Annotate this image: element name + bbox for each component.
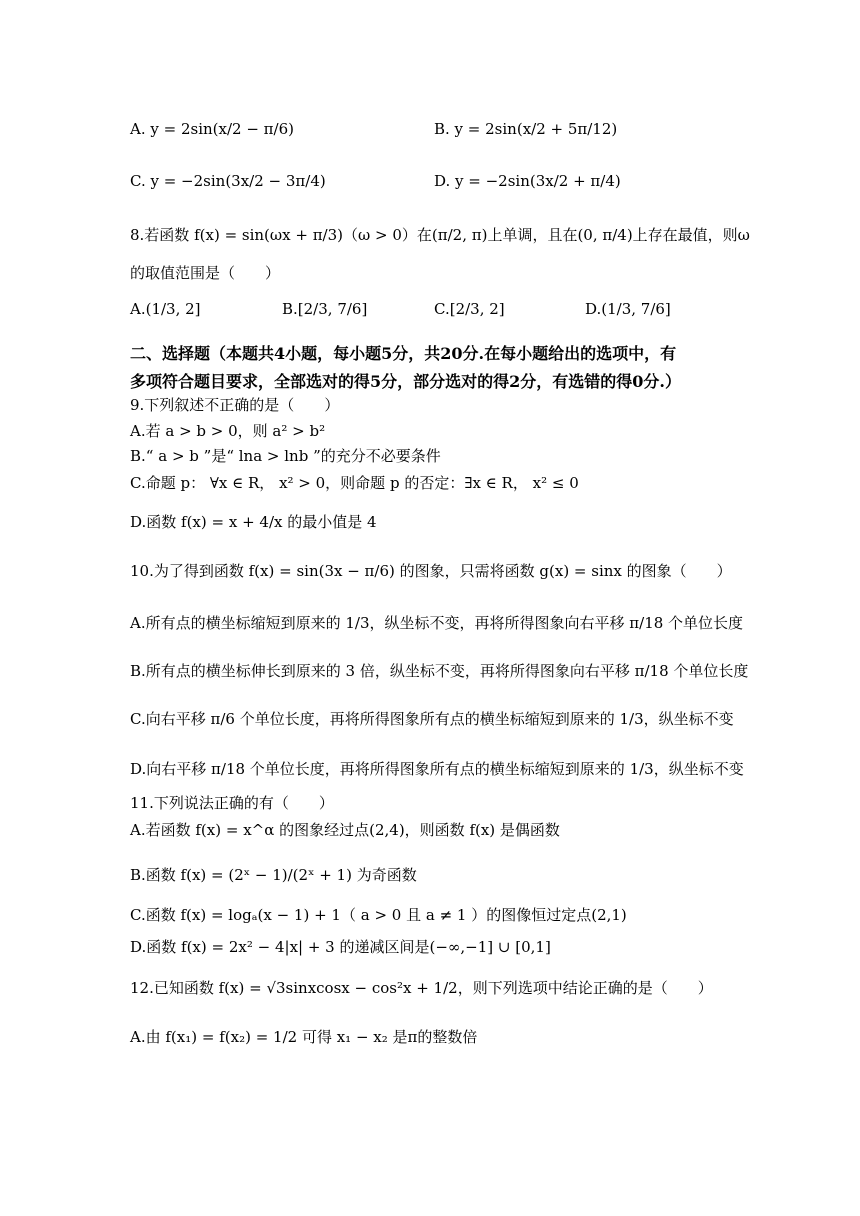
q12-stem: 12.已知函数 f(x) = √3sinxcosx − cos²x + 1/2，则下列选项中结论正确的是（ ） — [130, 979, 713, 997]
q8-option-d: D.(1/3, 7/6] — [585, 300, 671, 318]
q11-option-c: C.函数 f(x) = logₐ(x − 1) + 1（ a > 0 且 a ≠ 1 ）的图像恒过定点(2,1) — [130, 906, 627, 924]
q12-option-a: A.由 f(x₁) = f(x₂) = 1/2 可得 x₁ − x₂ 是π的整数倍 — [130, 1028, 478, 1046]
q8-stem-line2: 的取值范围是（ ） — [130, 264, 281, 282]
q10-option-d: D.向右平移 π/18 个单位长度，再将所得图象所有点的横坐标缩短到原来的 1/3，纵坐标不变 — [130, 760, 744, 778]
q9-option-c: C.命题 p： ∀x ∈ R， x² > 0，则命题 p 的否定：∃x ∈ R， x² ≤ 0 — [130, 474, 579, 492]
q8-option-c: C.[2/3, 2] — [434, 300, 505, 318]
q11-option-b: B.函数 f(x) = (2ˣ − 1)/(2ˣ + 1) 为奇函数 — [130, 866, 417, 884]
q9-stem: 9.下列叙述不正确的是（ ） — [130, 396, 340, 414]
q8-option-a: A.(1/3, 2] — [130, 300, 201, 318]
q10-stem: 10.为了得到函数 f(x) = sin(3x − π/6) 的图象，只需将函数 g(x) = sinx 的图象（ ） — [130, 562, 732, 580]
q8-stem-line1: 8.若函数 f(x) = sin(ωx + π/3)（ω > 0）在(π/2, π)上单调，且在(0, π/4)上存在最值，则ω — [130, 226, 750, 244]
q7-option-d: D. y = −2sin(3x/2 + π/4) — [434, 172, 621, 190]
section2-heading-line1: 二、选择题（本题共4小题，每小题5分，共20分.在每小题给出的选项中，有 — [130, 344, 677, 363]
q11-stem: 11.下列说法正确的有（ ） — [130, 794, 334, 812]
section2-heading-line2: 多项符合题目要求，全部选对的得5分，部分选对的得2分，有选错的得0分.） — [130, 372, 681, 391]
q11-option-d: D.函数 f(x) = 2x² − 4|x| + 3 的递减区间是(−∞,−1] ∪ [0,1] — [130, 938, 551, 956]
q7-option-a: A. y = 2sin(x/2 − π/6) — [130, 120, 294, 138]
q8-option-b: B.[2/3, 7/6] — [282, 300, 368, 318]
q10-option-a: A.所有点的横坐标缩短到原来的 1/3，纵坐标不变，再将所得图象向右平移 π/18 个单位长度 — [130, 614, 744, 632]
q7-option-c: C. y = −2sin(3x/2 − 3π/4) — [130, 172, 326, 190]
q9-option-d: D.函数 f(x) = x + 4/x 的最小值是 4 — [130, 513, 377, 531]
q9-option-a: A.若 a > b > 0，则 a² > b² — [130, 422, 326, 440]
q10-option-b: B.所有点的横坐标伸长到原来的 3 倍，纵坐标不变，再将所得图象向右平移 π/18 个单位长度 — [130, 662, 749, 680]
q9-option-b: B.“ a > b ”是“ lna > lnb ”的充分不必要条件 — [130, 447, 441, 465]
q10-option-c: C.向右平移 π/6 个单位长度，再将所得图象所有点的横坐标缩短到原来的 1/3，纵坐标不变 — [130, 710, 734, 728]
q7-option-b: B. y = 2sin(x/2 + 5π/12) — [434, 120, 618, 138]
q11-option-a: A.若函数 f(x) = x^α 的图象经过点(2,4)，则函数 f(x) 是偶函数 — [130, 821, 560, 839]
